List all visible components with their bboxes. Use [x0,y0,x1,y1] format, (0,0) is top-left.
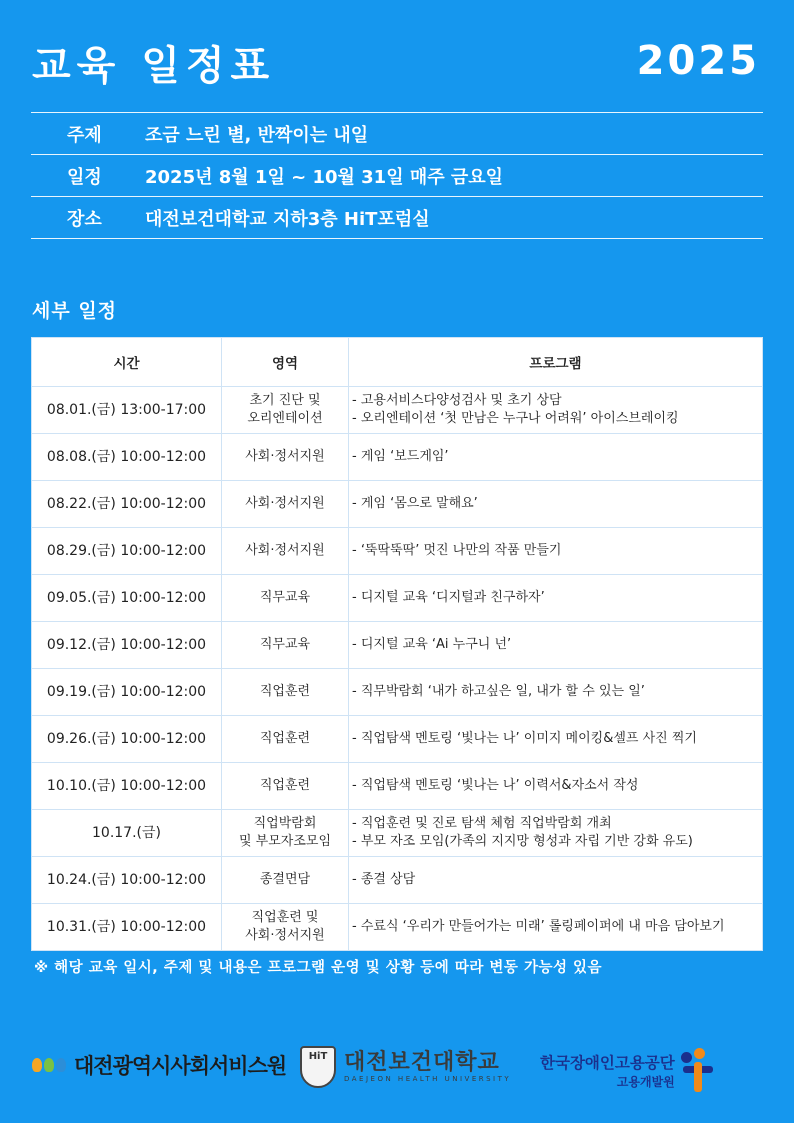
table-row [32,387,763,434]
cell-area-line: 사회·정서지원 [245,449,325,464]
cell-time: 09.05.(금) 10:00-12:00 [32,575,222,622]
table-row [32,763,763,810]
social-service-mark-icon [32,1058,68,1072]
cell-area [222,528,349,575]
cell-program [349,387,763,434]
cell-time: 10.31.(금) 10:00-12:00 [32,904,222,951]
cell-area-line: 초기 진단 및 [249,393,321,408]
cell-area [222,904,349,951]
logo-subtext: DAEJEON HEALTH UNIVERSITY [344,1075,512,1083]
cell-time: 10.10.(금) 10:00-12:00 [32,763,222,810]
logo-daejeon-social-service [32,1050,286,1080]
column-header-area: 영역 [222,338,349,387]
column-header-time: 시간 [32,338,222,387]
info-value: 대전보건대학교 지하3층 HiT포럼실 [145,208,430,230]
cell-area-line: 직무교육 [259,637,311,652]
cell-time: 10.17.(금) [32,810,222,857]
logo-text: 대전광역시사회서비스원 [74,1054,287,1078]
table-row [32,716,763,763]
university-shield-icon: HiT [300,1046,336,1088]
notice-text: ※ 해당 교육 일시, 주제 및 내용은 프로그램 운영 및 상황 등에 따라 변동 가능성 있음 [34,960,603,976]
cell-program [349,528,763,575]
info-label: 장소 [67,208,102,230]
schedule-table [31,337,763,951]
cell-program-line: - 종결 상담 [352,872,416,887]
table-row [32,481,763,528]
table-row [32,810,763,857]
info-value: 조금 느린 별, 반짝이는 내일 [145,124,369,146]
column-header-program: 프로그램 [349,338,763,387]
page-title: 교육 일정표 [32,43,276,89]
cell-time: 08.01.(금) 13:00-17:00 [32,387,222,434]
cell-time: 08.08.(금) 10:00-12:00 [32,434,222,481]
info-label: 주제 [67,124,102,146]
cell-program-line: - 디지털 교육 ‘Ai 누구니 넌’ [352,637,512,652]
cell-program [349,763,763,810]
cell-area [222,857,349,904]
cell-area [222,481,349,528]
table-row [32,857,763,904]
cell-area [222,810,349,857]
cell-area-line: 사회·정서지원 [245,928,325,943]
section-title: 세부 일정 [32,300,118,322]
cell-area [222,575,349,622]
info-block [31,112,763,239]
cell-area-line: 직업훈련 [259,778,311,793]
cell-program [349,904,763,951]
cell-program-line: - ‘뚝딱뚝딱’ 멋진 나만의 작품 만들기 [352,543,562,558]
info-row-location [31,197,763,239]
cell-program [349,716,763,763]
cell-area [222,763,349,810]
logo-subtext: 고용개발원 [616,1074,675,1089]
cell-area-line: 사회·정서지원 [245,496,325,511]
cell-program-line: - 고용서비스다양성검사 및 초기 상담 [352,393,562,408]
cell-area-line: 직업훈련 [259,684,311,699]
info-row-topic [31,113,763,155]
cell-area [222,669,349,716]
logo-text: 대전보건대학교 [344,1050,500,1075]
kead-mark-icon [681,1048,717,1094]
cell-program-line: - 오리엔테이션 ‘첫 만남은 누구나 어려워’ 아이스브레이킹 [352,411,679,426]
cell-program-line: - 부모 자조 모임(가족의 지지망 형성과 자립 기반 강화 유도) [352,834,693,849]
info-value: 2025년 8월 1일 ~ 10월 31일 매주 금요일 [145,166,504,188]
cell-program-line: - 게임 ‘몸으로 말해요’ [352,496,478,511]
cell-time: 08.29.(금) 10:00-12:00 [32,528,222,575]
info-row-schedule [31,155,763,197]
table-row [32,622,763,669]
cell-program-line: - 게임 ‘보드게임’ [352,449,449,464]
cell-area-line: 사회·정서지원 [245,543,325,558]
table-header-row [32,338,763,387]
cell-area-line: 및 부모자조모임 [238,834,332,849]
cell-program [349,434,763,481]
cell-area-line: 종결면담 [259,872,311,887]
cell-area-line: 직무교육 [259,590,311,605]
cell-program [349,669,763,716]
cell-program-line: - 직업탐색 멘토링 ‘빛나는 나’ 이미지 메이킹&셀프 사진 찍기 [352,731,697,746]
cell-program-line: - 직무박람회 ‘내가 하고싶은 일, 내가 할 수 있는 일’ [352,684,645,699]
cell-area [222,434,349,481]
cell-program [349,481,763,528]
cell-area-line: 직업훈련 [259,731,311,746]
table-row [32,669,763,716]
cell-time: 09.19.(금) 10:00-12:00 [32,669,222,716]
cell-area-line: 오리엔테이션 [247,411,323,426]
cell-program [349,857,763,904]
cell-program-line: - 수료식 ‘우리가 만들어가는 미래’ 롤링페이퍼에 내 마음 담아보기 [352,919,725,934]
cell-time: 09.26.(금) 10:00-12:00 [32,716,222,763]
logo-text: 한국장애인고용공단 [540,1053,675,1072]
year-label: 2025 [636,38,760,84]
table-row [32,434,763,481]
table-row [32,528,763,575]
cell-program [349,810,763,857]
cell-area-line: 직업훈련 및 [251,910,319,925]
cell-program [349,622,763,669]
cell-program-line: - 직업탐색 멘토링 ‘빛나는 나’ 이력서&자소서 작성 [352,778,639,793]
cell-program-line: - 디지털 교육 ‘디지털과 친구하자’ [352,590,545,605]
cell-program [349,575,763,622]
logo-daejeon-health-university [300,1046,511,1088]
table-row [32,904,763,951]
cell-time: 10.24.(금) 10:00-12:00 [32,857,222,904]
table-row [32,575,763,622]
logo-bar [0,1040,794,1100]
table-body [32,387,763,951]
cell-area-line: 직업박람회 [253,816,317,831]
cell-area [222,716,349,763]
cell-program-line: - 직업훈련 및 진로 탐색 체험 직업박람회 개최 [352,816,612,831]
info-label: 일정 [67,166,102,188]
cell-area [222,622,349,669]
logo-kead [540,1048,717,1094]
cell-time: 09.12.(금) 10:00-12:00 [32,622,222,669]
cell-time: 08.22.(금) 10:00-12:00 [32,481,222,528]
cell-area [222,387,349,434]
